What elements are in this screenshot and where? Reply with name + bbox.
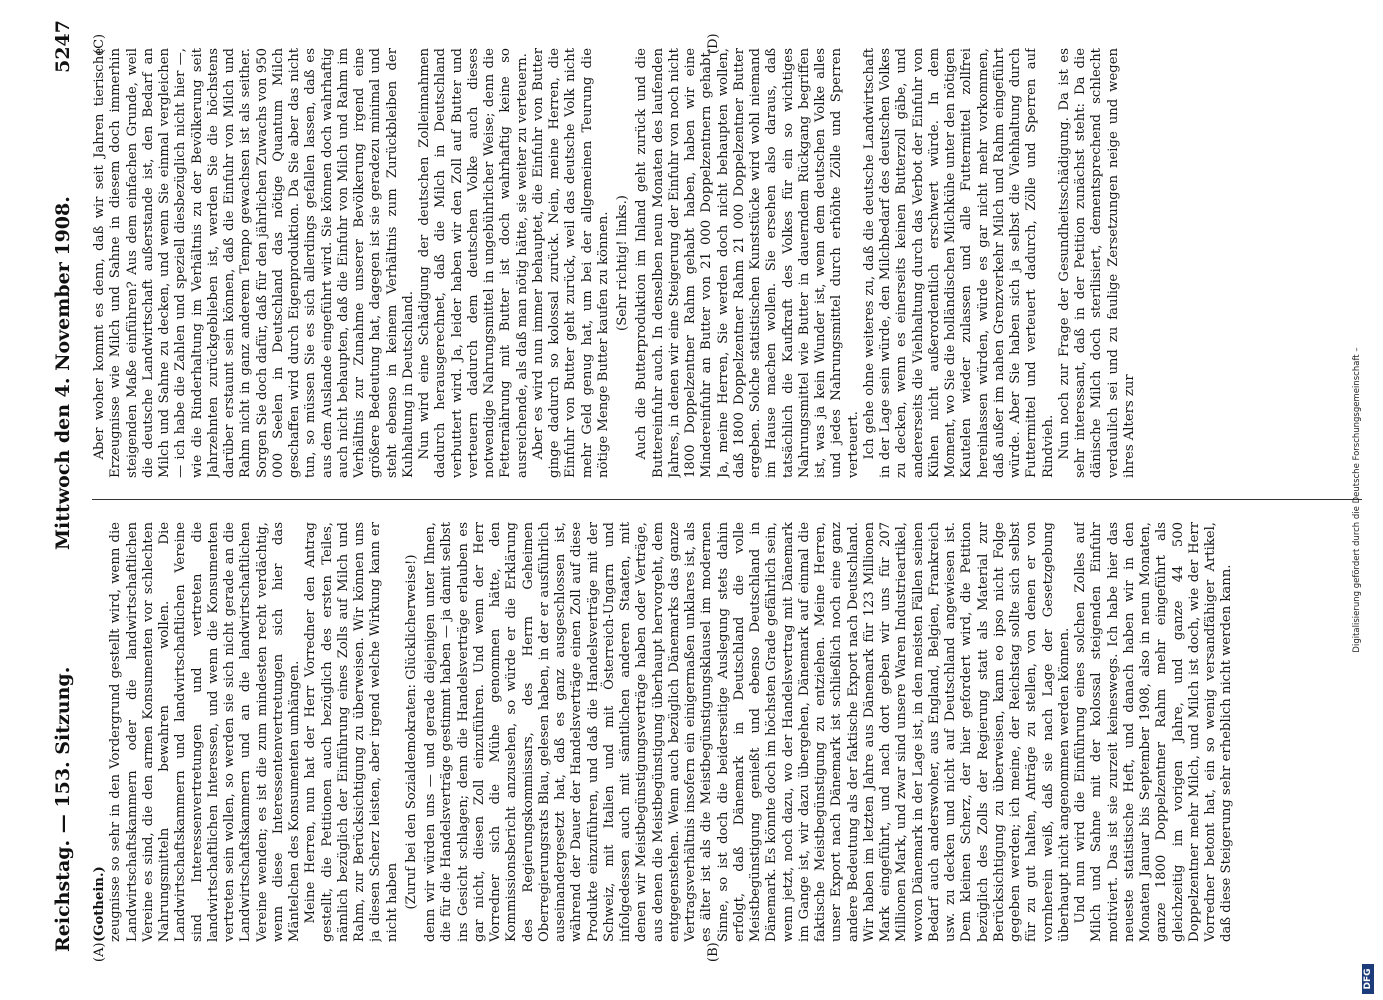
digitization-credit: Digitalisierung gefördert durch die Deutsche Forschungsgemeinschaft –: [1352, 347, 1362, 653]
paragraph: Und nun wird die Einführung eines solchen Zolles auf Milch und Sahne mit der kolossal steigenden Einfuhr motiviert. Das ist sie zurzeit keineswegs. Ich habe hier das neueste statistische Heft, und danach haben wir in den Monaten Januar bis September 1908, also in neun Monaten, ganze 1800 Doppelzentner Rahm mehr eingeführt als gleichzeitig im vorigen Jahre, und ganze 44 500 Doppelzentner mehr Milch, und Milch ist doch, wie der Herr Vorredner betont hat, ein so wenig versandfähiger Artikel, daß diese Steigerung sehr erheblich nicht werden kann.: [1073, 522, 1235, 942]
dfg-logo: DFG: [1362, 964, 1374, 994]
margin-marker-a: (A): [92, 942, 107, 962]
paragraph: zeugnisse so sehr in den Vordergrund gestellt wird, wenn die Landwirtschaftskammern oder die landwirtschaftlichen Vereine es sind, die den armen Konsumenten vor schlechten Nahrungsmitteln bewahren wollen. Die Landwirtschaftskammern und landwirtschaftlichen Vereine sind Interessenvertretungen und vertreten die landwirtschaftlichen Interessen, und wenn die Konsumenten vertreten sein wollen, so werden sie sich nicht gerade an die Landwirtschaftskammern und an die landwirtschaftlichen Vereine wenden; es ist die zum mindesten recht verdächtig, wenn diese Interessentenvertretungen sich hier das Mäntelchen des Konsumenten umhängen.: [108, 522, 302, 942]
paragraph: Meine Herren, nun hat der Herr Vorredner den Antrag gestellt, die Petitionen auch bezüglich des ersten Teiles, nämlich bezüglich der Einführung eines Zolls auf Milch und Rahm, zur Berücksichtigung zu überweisen. Wir können uns ja diesen Scherz leisten, aber irgend welche Wirkung kann er nicht haben: [303, 522, 400, 942]
paragraph: Ich gehe ohne weiteres zu, daß die deutsche Landwirtschaft in der Lage sein würde, den Milchbedarf des deutschen Volkes zu decken, wenn es einerseits keinen Butterzoll gäbe, und andererseits die Viehhaltung durch das Verbot der Einfuhr von Kühen nicht außerordentlich erschwert würde. In dem Moment, wo Sie die holländischen Milchkühe unter den nötigen Kautelen wieder zulassen und alle Futtermittel zollfrei hereinlassen würden, würde es gar nicht mehr vorkommen, daß außer im nahen Grenzverkehr Milch und Rahm eingeführt würde. Aber Sie haben sich ja selbst die Viehhaltung durch Futtermittel und verteuert dadurch, Zölle und Sperren auf Rindvieh.: [861, 48, 1056, 478]
paragraph: Auch die Butterproduktion im Inland geht zurück und die Buttereinfuhr auch. In denselben neun Monaten des laufenden Jahres, in denen wir eine Steigerung der Einfuhr von noch nicht 1800 Doppelzentner Rahm gehabt haben, haben wir eine Mindereinfuhr an Butter von 21 000 Doppelzentnern gehabt. Ja, meine Herren, Sie werden doch nicht behaupten wollen, daß 1800 Doppelzentner Rahm 21 000 Doppelzentner Butter ergeben. Solche statistischen Kunststücke wird wohl niemand im Hause machen wollen. Sie ersehen also daraus, daß tatsächlich die Kaufkraft des Volkes für ein so wichtiges Nahrungsmittel wie Butter in dauerndem Rückgang begriffen ist, was ja kein Wunder ist, wenn dem deutschen Volke alles und jedes Nahrungsmittel durch erhöhte Zölle und Sperren verteuert.: [634, 48, 861, 478]
margin-marker-c: (C): [92, 33, 107, 54]
right-column: [92, 48, 1352, 478]
margin-marker-b: (B): [706, 942, 721, 962]
paragraph: Aber es wird nun immer behauptet, die Einfuhr von Butter ginge dadurch so kolossal zurück. Nein, meine Herren, die Einfuhr von Butter geht zurück, weil das deutsche Volk nicht mehr Geld genug hat, um bei der allgemeinen Teurung die nötige Menge Butter kaufen zu können.: [530, 48, 611, 478]
margin-marker-d: (D): [706, 33, 721, 54]
interjection: (Zuruf bei den Sozialdemokraten: Glücklicherweise!): [403, 554, 419, 910]
interjection: (Sehr richtig! links.): [615, 195, 630, 331]
page-header: [52, 20, 82, 960]
paragraph: Nun wird eine Schädigung der deutschen Zolleinnahmen dadurch herausgerechnet, daß die Milch in Deutschland verbuttert wird. Ja, leider haben wir den Zoll auf Butter und verteuern dadurch dem deutschen Volke auch dieses notwendige Nahrungsmittel in ungebührlicher Weise; denn die Fetternährung mit Butter ist doch wahrhaftig keine so ausreichende, als daß man nötig hätte, sie weiter zu verteuern.: [417, 48, 530, 478]
column-divider: [92, 499, 1362, 500]
speaker-name: (Gothein.): [92, 866, 107, 942]
paragraph: Nun noch zur Frage der Gesundheitsschädigung. Da ist es sehr interessant, daß in der Petition zunächst steht: Da die dänische Milch doch sterilisiert, dementsprechend schlecht verdaulich sei und zu faulige Zersetzungen neige und wegen ihres Alters zur: [1056, 48, 1137, 478]
speaker-tag: [92, 522, 108, 942]
paragraph: Aber woher kommt es denn, daß wir seit Jahren tierische Erzeugnisse wie Milch und Sahne in diesem doch immerhin steigenden Maße einführen? Aus dem einfachen Grunde, weil die deutsche Landwirtschaft außerstande ist, den Bedarf an Milch und Sahne zu decken, und wenn Sie einmal vergleichen — ich habe die Zahlen und speziell diesbezüglich nicht hier —, wie die Rinderhaltung im Verhältnis zu der Bevölkerung seit Jahrzehnten zurückgeblieben ist, werden Sie die höchstens darüber erstaunt sein können, daß die Einfuhr von Milch und Rahm nicht in ganz anderem Tempo gewachsen ist als seither. Sorgen Sie doch dafür, daß für den jährlichen Zuwachs von 950 000 Seelen in Deutschland das nötige Quantum Milch geschaffen wird durch Eigenproduktion. Da Sie aber das nicht tun, so müssen Sie es sich allerdings gefallen lassen, daß es aus dem Auslande eingeführt wird. Sie können doch wahrhaftig auch nicht behaupten, daß die Einfuhr von Milch und Rahm im Verhältnis zur Zunahme unserer Bevölkerung irgend eine größere Bedeutung hat, dagegen ist sie geradezu minimal und steht ebenso in keinem Verhältnis zum Zurückbleiben der Kuhhaltung in Deutschland.: [92, 48, 416, 478]
header-date: Mittwoch den 4. November 1908.: [52, 196, 74, 550]
page-number: 5247: [52, 20, 74, 73]
left-column: [92, 522, 1332, 942]
paragraph: denn wir würden uns — und gerade diejenigen unter Ihnen, die für die Handelsverträge gestimmt haben — ja damit selbst ins Gesicht schlagen; denn die Handelsverträge erlauben es gar nicht, diesen Zoll einzuführen. Und wenn der Herr Vorredner sich die Mühe genommen hätte, den Kommissionsbericht anzusehen, so würde er die Erklärung des Regierungskommissars, des Herrn Geheimen Oberregierungsrats Blau, gelesen haben, in der er ausführlich auseinandergesetzt hat, daß es ganz ausgeschlossen ist, während der Dauer der Handelsverträge einen Zoll auf diese Produkte einzuführen, und daß die Handelsverträge mit der Schweiz, mit Italien und mit Österreich-Ungarn und infolgedessen auch mit sämtlichen anderen Staaten, mit denen wir Meistbegünstigungsverträge haben oder Verträge, aus denen die Meistbegünstigung überhaupt hervorgeht, dem entgegenstehen. Wenn auch bezüglich Dänemarks das ganze Vertragsverhältnis insofern ein einigermaßen unklares ist, als es älter ist als die Meistbegünstigungsklausel im modernen Sinne, so ist doch die beiderseitige Auslegung stets dahin erfolgt, daß Dänemark in Deutschland die volle Meistbegünstigung genießt und ebenso Deutschland in Dänemark. Es könnte doch im höchsten Grade gefährlich sein, wenn jetzt, noch dazu, wo der Handelsvertrag mit Dänemark im Gange ist, wir dazu übergehen, Dänemark auf einmal die faktische Meistbegünstigung zu entziehen. Meine Herren, unser Export nach Dänemark ist schließlich noch eine ganz andere Bedeutung als der faktische Export nach Deutschland. Wir haben im letzten Jahre aus Dänemark für 123 Millionen Mark eingeführt, und nach dort geben wir uns für 207 Millionen Mark, und zwar sind unsere Waren Industrieartikel, wovon Dänemark in der Lage ist, in den meisten Fällen seinen Bedarf auch anderswoher, aus England, Belgien, Frankreich usw. zu decken und nicht auf Deutschland angewiesen ist. Dem kleinen Scherz, der hier gefordert wird, die Petition bezüglich des Zolls der Regierung statt als Material zur Berücksichtigung zu überweisen, kann eo ipso nicht Folge gegeben werden; ich meine, der Reichstag sollte sich selbst für zu gut halten, Anträge zu stellen, von denen er von vornherein weiß, daß sie nach Lage der Gesetzgebung überhaupt nicht angenommen werden können.: [423, 522, 1072, 942]
header-left: Reichstag. — 153. Sitzung.: [52, 666, 74, 952]
